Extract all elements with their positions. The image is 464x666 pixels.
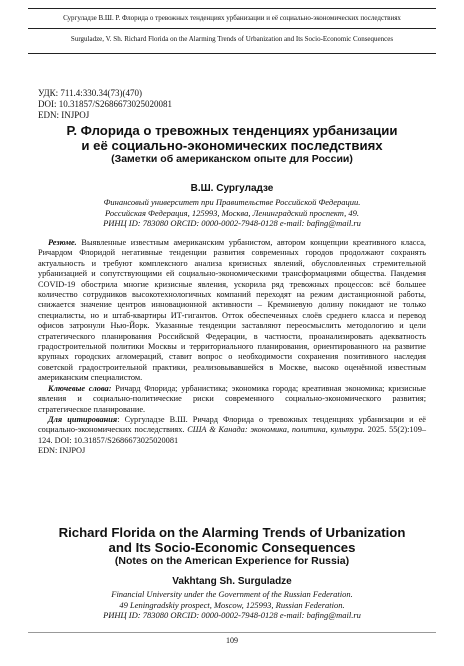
footer-rule bbox=[28, 632, 436, 633]
citation-text: : Сургуладзе В.Ш. Ричард Флорида о тревожных тенденциях урбанизации и её социально-экономических последствиях. bbox=[38, 414, 426, 435]
author-en: Vakhtang Sh. Surguladze bbox=[172, 576, 292, 587]
author-ru: В.Ш. Сургуладзе bbox=[190, 183, 274, 194]
abstract-text: Выявленные известным американским урбанистом, автором концепции креативного класса, Ричардом Флоридой негативные тенденции развития современных городов продолжают сохранять актуальность и требуют комплексного анализа кризисных явлений, обусловленных стремительной урбанизацией и сопутствующими ей социально-экономическими трансформациями общества. Пандемия COVID-19 обострила многие кризисные явления, ускорила ряд тревожных процессов: всё большее количество сотрудников высокотехнологичных компаний переходят на режим дистанционной работы, снижается значение центров инновационной активности – Кремниевую долину покидают не только специалисты, но и штаб-квартиры ИТ-гигантов. Отток обеспеченных слоёв среднего класса и перевод офисов затронули Нью-Йорк. Указанные тенденции заставляют переосмыслить методологию и цели стратегического планирования Российской Федерации, в частности, проанализировать адекватность градостроительной политики Москвы и территориального планирования, ориентированного на развитие крупных городских агломераций, ставит вопрос о необходимости сохранения позитивного наследия советской градостроительной практики, реализовывавшейся в Москве, высоко оценённой известным американским специалистом. bbox=[38, 238, 426, 383]
article-meta bbox=[38, 88, 172, 121]
keywords-text: Ричард Флорида; урбанистика; экономика города; креативная экономика; кризисные явления и социально-политические риски современного социально-экономического развития; стратегическое планирование. bbox=[38, 383, 426, 414]
affiliation-en-line1: Financial University under the Government of the Russian Federation. bbox=[111, 589, 353, 599]
title-ru-line2: и её социально-экономических последствиях bbox=[81, 138, 383, 153]
subtitle-ru: (Заметки об американском опыте для России) bbox=[111, 153, 353, 165]
doi-code: DOI: 10.31857/S2686673025020081 bbox=[38, 99, 173, 109]
citation-journal: США & Канада: экономика, политика, культура. bbox=[187, 425, 365, 435]
title-en-line2: and Its Socio-Economic Consequences bbox=[108, 540, 356, 555]
affiliation-en-line3: РИНЦ ID: 783080 ORCID: 0000-0002-7948-0128 e-mail: bafing@mail.ru bbox=[103, 610, 361, 620]
abstract-paragraph bbox=[38, 238, 426, 384]
title-en-line1: Richard Florida on the Alarming Trends of Urbanization bbox=[58, 525, 406, 540]
title-ru-line1: Р. Флорида о тревожных тенденциях урбанизации bbox=[66, 123, 398, 138]
title-en bbox=[28, 525, 436, 567]
affiliation-ru bbox=[28, 197, 436, 229]
abstract-label: Резюме. bbox=[48, 238, 77, 247]
affiliation-ru-line2: Российская Федерация, 125993, Москва, Ленинградский проспект, 49. bbox=[105, 207, 359, 218]
edn-code: EDN: INJPOJ bbox=[38, 110, 90, 120]
citation-tail: 2025. 55(2):109–124. DOI: 10.31857/S2686673025020081 bbox=[38, 425, 426, 445]
affiliation-ru-line3: РИНЦ ID: 783080 ORCID: 0000-0002-7948-0128 e-mail: bafing@mail.ru bbox=[103, 218, 361, 228]
running-head-divider bbox=[28, 28, 436, 29]
keywords-paragraph bbox=[38, 384, 426, 415]
title-ru bbox=[28, 123, 436, 165]
affiliation-en-line2: 49 Leningradskiy prospect, Moscow, 125993, Russian Federation. bbox=[119, 599, 345, 610]
affiliation-ru-line1: Финансовый университет при Правительстве Российской Федерации. bbox=[103, 197, 361, 207]
page-number: 109 bbox=[226, 636, 238, 645]
udk-code: УДК: 711.4:330.34(73)(470) bbox=[38, 88, 143, 98]
running-head-ru: Сургуладзе В.Ш. Р. Флорида о тревожных тенденциях урбанизации и её социально-экономических последствиях bbox=[63, 14, 401, 22]
citation-paragraph bbox=[38, 415, 426, 446]
keywords-label: Ключевые слова: bbox=[48, 383, 112, 393]
subtitle-en: (Notes on the American Experience for Russia) bbox=[114, 555, 350, 567]
citation-edn: EDN: INJPOJ bbox=[38, 446, 86, 456]
affiliation-en bbox=[28, 589, 436, 621]
citation-label: Для цитирования bbox=[48, 414, 118, 424]
abstract-block bbox=[38, 238, 426, 457]
running-head-en: Surguladze, V. Sh. Richard Florida on the Alarming Trends of Urbanization and Its Socio-Economic Consequences bbox=[70, 35, 394, 43]
running-head bbox=[28, 8, 436, 54]
